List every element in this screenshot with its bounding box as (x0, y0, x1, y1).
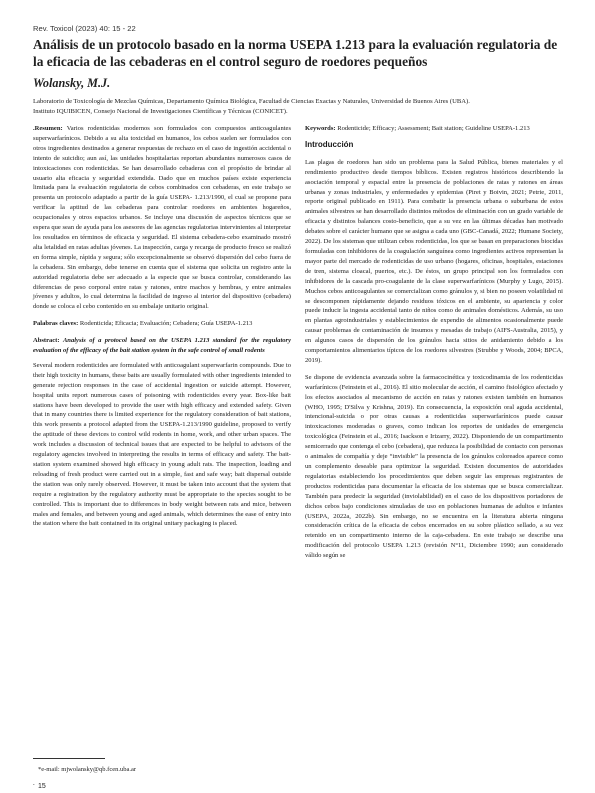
intro-paragraph-1: Las plagas de roedores han sido un problema para la Salud Pública, bienes materiales y el rendimiento productivo desde tiempos bíblicos. Existen registros históricos describiendo la asociación temporal y espacial entre la presencia de poblaciones de ratas y ratones en áreas urbanas y zonas industriales, y enfermedades y epidemias (Piret y Boivin, 2021; Petrie, 2011, reporte original publicado en 1911). Para combatir la presencia urbana o suburbana de estos animales silvestres se han desarrollado distintos métodos de eliminación con un grado variable de eficacia y distintos balances costo-beneficio, que a su vez en las últimas décadas han motivado debates sobre el carácter humano que se asigna a cada uno (GBC-Canadá, 2022; Humane Society, 2022). De los sistemas que utilizan cebos rodenticidas, los que se basan en preparaciones biocidas formuladas con inhibidores de la coagulación sanguínea como ingredientes activos representan la mayor parte del mercado de rodenticidas de uso urbano (hogares, oficinas, hospitales, estaciones de tren, sistema cloacal, puertos, etc.). De éstos, un grupo principal son los formulados con inhibidores de la cascada pro-coagulante de la clase superwarfarínicos (Murphy y Lugo, 2015). Muchos cebos anticoagulantes se comercializan como gránulos y, si bien no poseen volatilidad ni se descomponen rápidamente dejando residuos tóxicos en el ambiente, su apariencia y color puede inducir la ingesta accidental tanto de niños como de animales domésticos. Además, su uso en plantas agroindustriales y establecimientos de expendio de alimentos ocasionalmente puede causar problemas de contaminación de insumos y mesadas de trabajo (AIFS-Australia, 2015), y en algunos casos de dispersión de los gránulos hacia sitios de anidamiento debido a los comportamientos alimentarios típicos de los roedores silvestres (Strubbe y Woods, 2004; BPCA, 2019). (305, 158, 563, 364)
affiliation-line: Instituto IQUIBICEN, Consejo Nacional de Investigaciones Científicas y Técnicas (CONICET). (33, 107, 288, 115)
keywords-text: Rodenticide; Efficacy; Assessment; Bait station; Guideline USEPA-1.213 (337, 125, 530, 132)
abstract-label: Abstract: (33, 337, 60, 345)
footnote-email: *e-mail: mjwolansky@qb.fcen.uba.ar (38, 766, 137, 773)
resumen-paragraph (33, 124, 291, 312)
journal-citation: Rev. Toxicol (2023) 40: 15 - 22 (33, 24, 136, 33)
palabras-claves-text: Rodenticida; Eficacia; Evaluación; Cebadera; Guía USEPA-1.213 (79, 320, 253, 328)
intro-paragraph-2: Se dispone de evidencia avanzada sobre la farmacocinética y toxicodinamia de los rodenticidas warfarínicos (Feinstein et al., 2016). El sitio molecular de acción, el camino fisiológico afectado y los efectos asociados al mecanismo de acción en ratas y ratones existen también en humanos (WHO, 1995; D'Silva y Krishna, 2019). En consecuencia, la exposición oral aguda accidental, intencional-suicida o por otras causas a rodenticidas superwarfarínicos puede causar intoxicaciones moderadas o graves, como indican los reportes de unidades de emergencia toxicológica (Feinstein et al., 2016; Isackson e Irizarry, 2022). Disponiendo de un compartimento semicerrado que contenga el cebo (cebadera), que reduzca la posibilidad de contacto con personas o animales de compañía y deje “invisible” la presencia de los gránulos coloreados aparece como un complemento deseable para optimizar la seguridad. Existen documentos de autoridades regulatorias estableciendo los procedimientos que deben seguir las empresas registrantes de productos rodenticidas para documentar la eficacia de los sistemas que se busca comercializar. También para predecir la seguridad (inviolabilidad) en el caso de los dispositivos portadores de dichos cebos bajo condiciones simuladas de uso en poblaciones humanas de adultos e infantes (USEPA, 2022a, 2022b). Sin embargo, no se encuentra en la literatura abierta ninguna consideración crítica de la eficacia de cebos encerrados en su sobre plástico sellado, a su vez retenido en un compartimento interno de la caja-cebadera. En este trabajo se describe una modificación del protocolo USEPA 1.213 (revisión N°11, Diciembre 1990; aun considerado válido según se (305, 373, 563, 560)
footer-dot: . (33, 779, 35, 787)
affiliation-line: Laboratorio de Toxicología de Mezclas Químicas, Departamento Química Biológica, Facultad de Ciencias Exactas y Naturales, Universidad de Buenos Aires (UBA). (33, 98, 470, 105)
affiliation-block (33, 97, 573, 116)
author-name: Wolansky, M.J. (33, 76, 111, 90)
palabras-claves (33, 319, 291, 329)
abstract-text: Several modern rodenticides are formulated with anticoagulant superwarfarin compounds. Due to their high toxicity in humans, these baits are usually formulated with other ingredients intended to generate rejection responses in the case of accidental ingestion or suicide attempt. However, hospital units report numerous cases of poisoning with rodenticides every year. Box-like bait stations have been developed to provide the user with high efficacy and extended safety. Given that in many countries there is limited experience for the regulatory consideration of bait stations, this work presents a protocol adapted from the USEPA-1.213/1990 guideline, proposed to verify the aptitude of these devices to control wild rodents in home, work, and other urban spaces. The work includes a discussion of technical issues that are expected to be helpful to advisors of the regulatory agencies involved in interpreting the results in terms of efficacy and safety. The bait-station system examined showed high efficacy in young adult rats. The inspection, loading and reloading of fresh product were carried out in a simple, fast and safe way; bait dispersal outside the station was only rarely observed. However, it must be taken into account that the system that require a registration by the regulatory authority must be appropriate to the species sought to be controlled. This is important due to differences in body weight between rats and mice, between males and females, and between young and aged animals, which determines the ease of entry into the station where the bait contained in its original unitary packaging is placed. (33, 361, 291, 528)
keywords-label: Keywords: (305, 125, 336, 132)
footnote-divider (33, 758, 105, 759)
page-number: 15 (38, 783, 46, 790)
article-title: Análisis de un protocolo basado en la norma USEPA 1.213 para la evaluación regulatoria de la eficacia de las cebaderas en el control seguro de roedores pequeños (33, 37, 558, 69)
abstract-title: Analysis of a protocol based on the USEPA 1.213 standard for the regulatory evaluation of the efficacy of the bait station system in the safe control of small rodents (33, 337, 291, 355)
section-heading-introduccion: Introducción (305, 139, 354, 149)
palabras-claves-label: Palabras claves: (33, 320, 79, 328)
resumen-text: Varios rodenticidas modernos son formulados con compuestos anticoagulantes superwarfarínicos. Debido a su alta toxicidad en humanos, los cebos suelen ser formulados con otros ingredientes destinados a generar respuestas de rechazo en el caso de ingestión accidental o intento de suicidio; aun así, las unidades hospitalarias reportan abundantes numerosos casos de intoxicaciones con rodenticidas. Se han desarrollado cebaderas con el propósito de brindar al usuario alta eficacia y seguridad extendida. Dado que en muchos países existe experiencia limitada para la evaluación regulatoria de cebos combinados con cebaderas, en este trabajo se presenta un protocolo adaptado a partir de la guía USEPA- 1.213/1990, el cual se propone para verificar la aptitud de las cebaderas para controlar roedores en ambientes hogareños, ocupacionales y otros espacios urbanos. Se incluye una discusión de aspectos técnicos que se espera que sean de ayuda para los asesores de las agencias regulatorias intervinientes al interpretar los resultados en términos de eficacia y seguridad. El sistema cebadera-cebo examinado mostró alta letalidad en ratas adultas jóvenes. La inspección, carga y recarga de producto fresco se realizó en forma simple, rápida y segura; sólo excepcionalmente se observó dispersión del cebo fuera de la cebadera. Sin embargo, debe tenerse en cuenta que el sistema que solicita un registro ante la autoridad regulatoria debe ser adecuado a la especie que se busca controlar, considerando las diferencias de peso corporal entre ratas y ratones, entre machos y hembras, y entre animales jóvenes y adultos, lo cual determina la facilidad de ingreso al interior del dispositivo (cebadera) donde se coloca el cebo contenido en su embalaje unitario original. (33, 125, 291, 311)
abstract-heading (33, 336, 291, 356)
resumen-label: .Resumen: (33, 125, 63, 132)
right-column (305, 124, 563, 561)
left-column (33, 124, 291, 529)
keywords (305, 124, 563, 134)
